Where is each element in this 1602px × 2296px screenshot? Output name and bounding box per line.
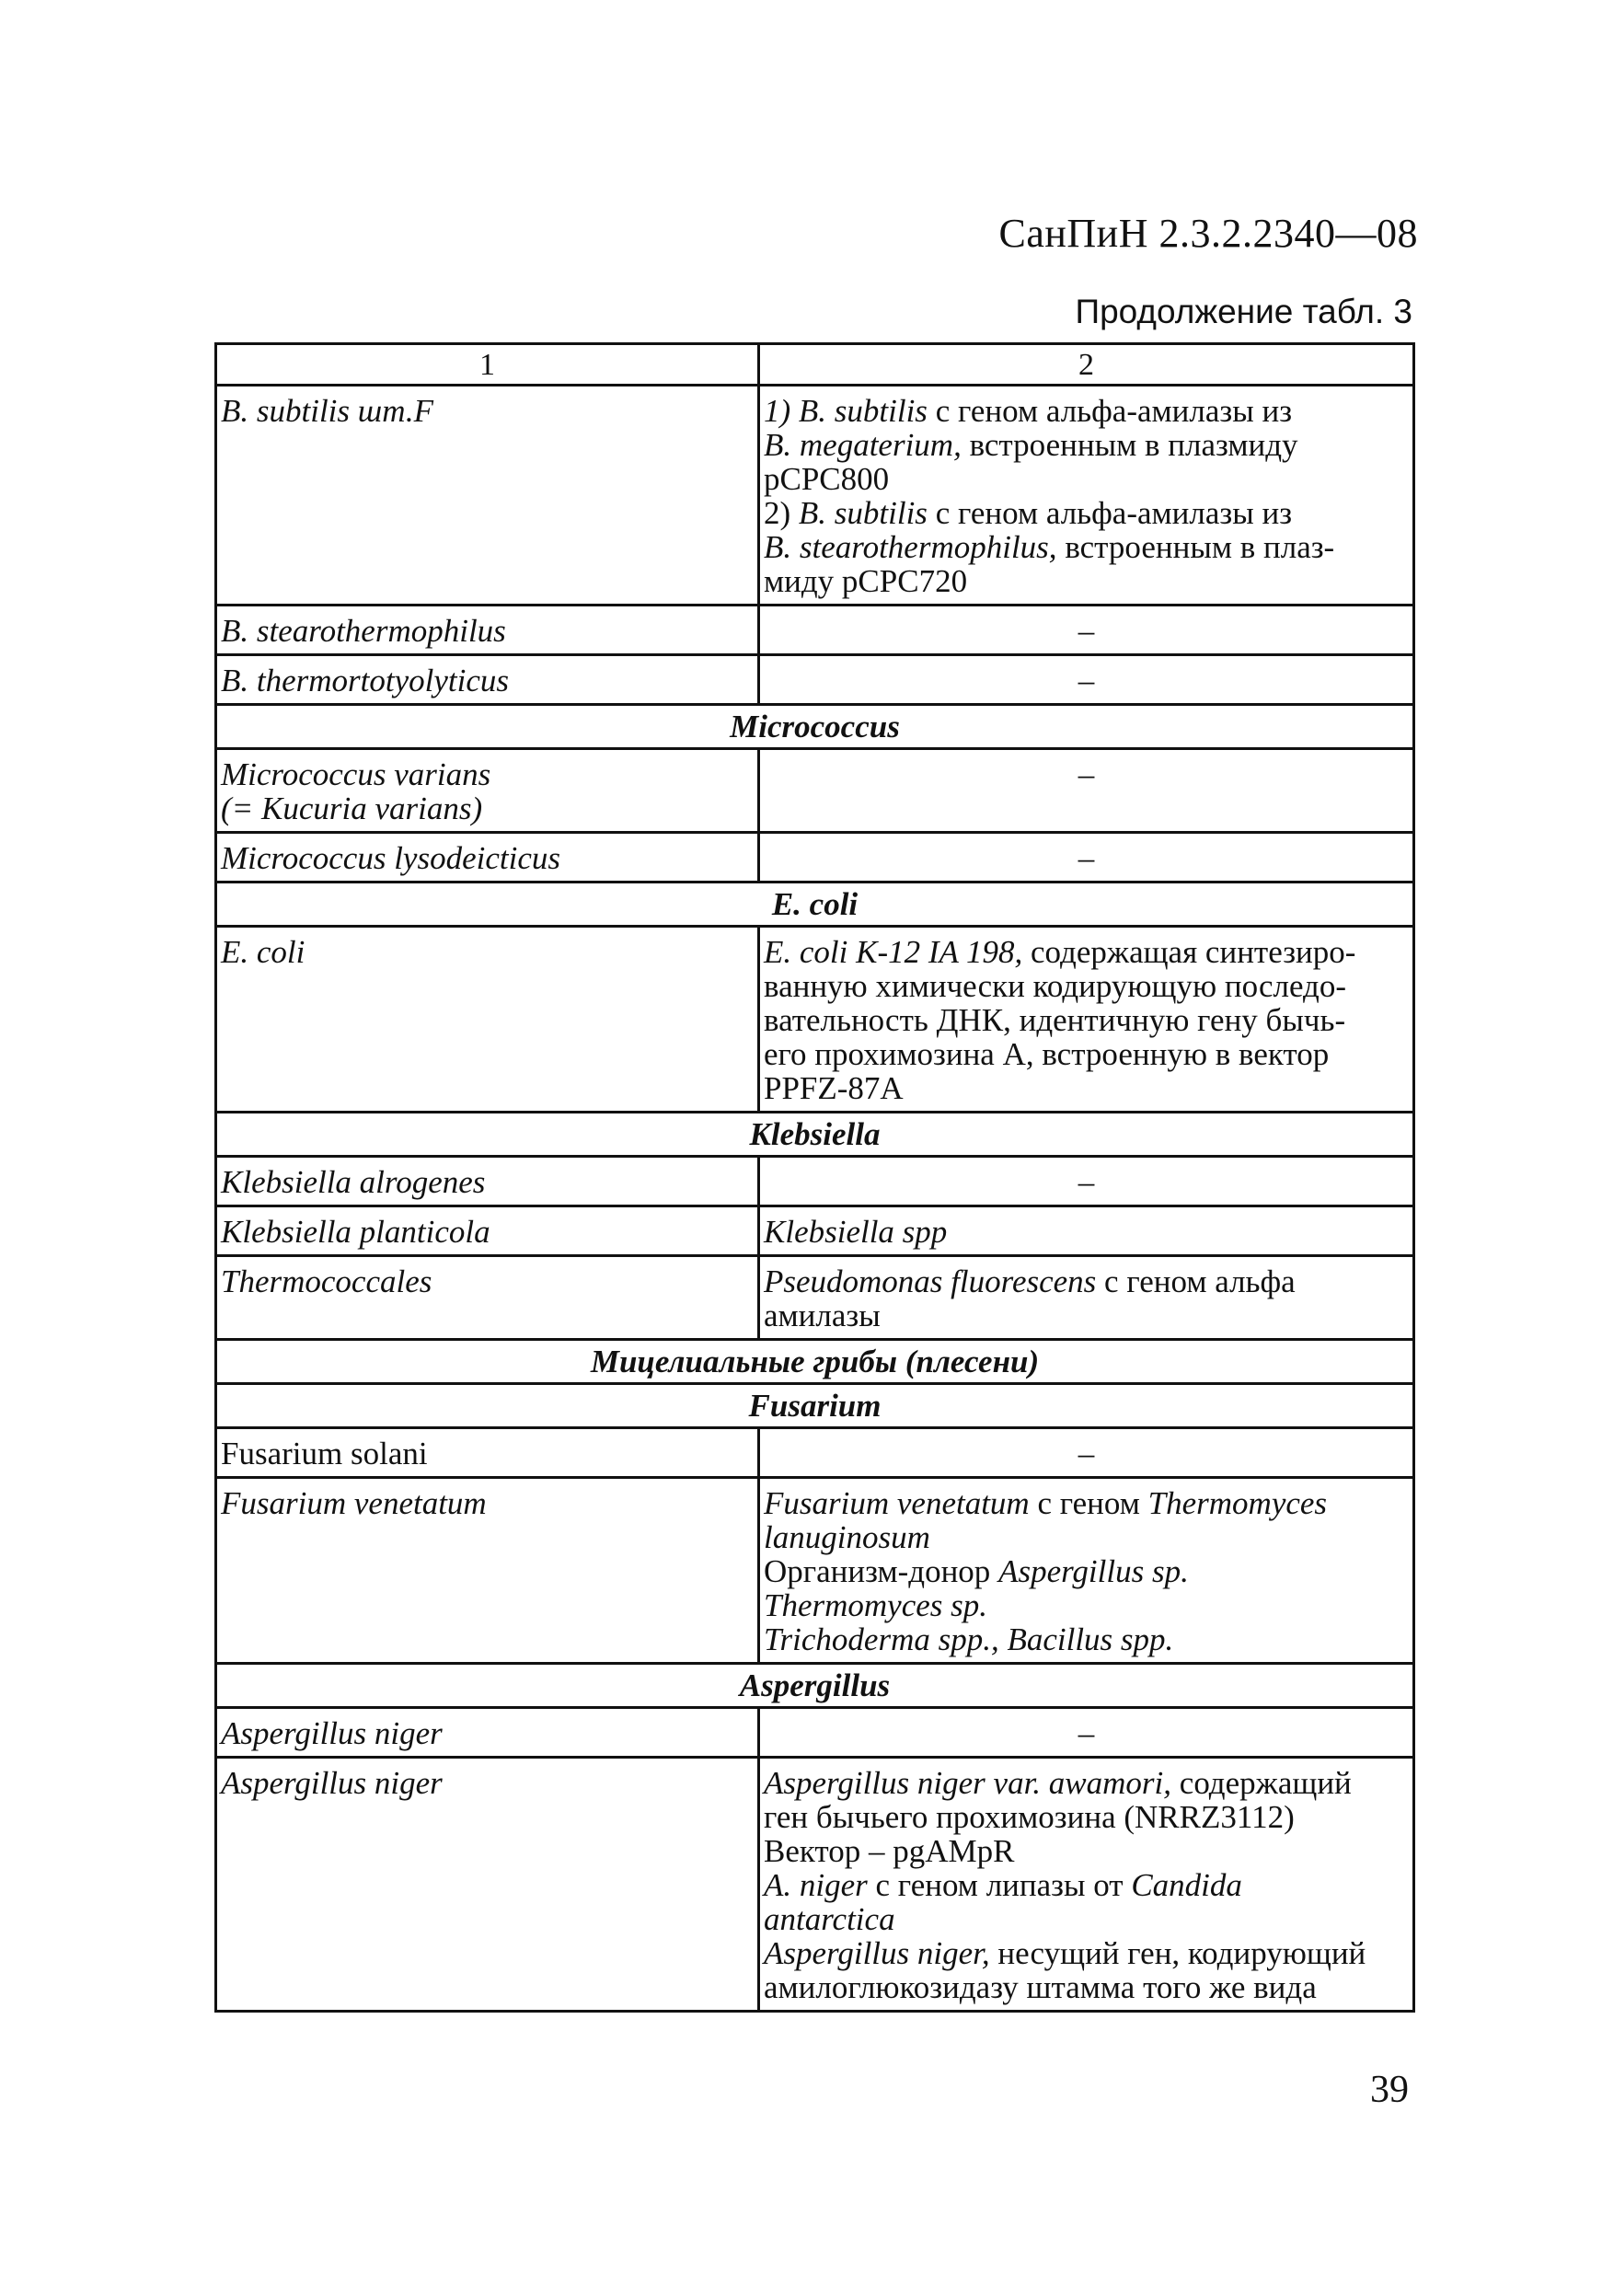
description-line xyxy=(764,530,1409,564)
strain-description-cell xyxy=(759,1157,1414,1206)
description-line xyxy=(764,1800,1409,1834)
organism-name-cell xyxy=(216,1157,759,1206)
organism-name-cell xyxy=(216,1206,759,1256)
table-body xyxy=(216,386,1414,2012)
description-segment: встроенным в плаз- xyxy=(1056,529,1335,565)
description-line xyxy=(764,1970,1409,2004)
description-segment: его прохимозина А, встроенную в вектор xyxy=(764,1036,1330,1072)
section-heading: Klebsiella xyxy=(216,1113,1414,1157)
strain-description-cell xyxy=(759,1478,1414,1664)
strain-description-cell xyxy=(759,606,1414,655)
organism-name-line: Micrococcus varians xyxy=(221,756,491,792)
description-segment: с геном xyxy=(1029,1485,1148,1521)
section-heading: Мицелиальные грибы (плесени) xyxy=(216,1340,1414,1384)
empty-dash: – xyxy=(1078,613,1095,649)
organism-name-line: (= Kucuria varians) xyxy=(221,790,483,826)
organism-name-cell xyxy=(216,1256,759,1340)
section-row xyxy=(216,1664,1414,1708)
section-row xyxy=(216,1384,1414,1428)
description-segment: 2) xyxy=(764,495,799,531)
description-segment: ген бычьего прохимозина (NRRZ3112) xyxy=(764,1799,1295,1835)
column-1-header: 1 xyxy=(216,344,759,386)
page-number: 39 xyxy=(1370,2069,1409,2111)
strain-description-cell xyxy=(759,927,1414,1113)
strain-description-cell xyxy=(759,1758,1414,2012)
organism-name: B. stearothermophilus xyxy=(221,613,506,649)
description-line xyxy=(764,1264,1409,1298)
table-row xyxy=(216,1256,1414,1340)
description-segment: амилоглюкозидазу штамма того же вида xyxy=(764,1969,1317,2005)
empty-dash: – xyxy=(1078,663,1095,698)
description-segment: Aspergillus sp. xyxy=(998,1553,1189,1589)
organism-name: Klebsiella alrogenes xyxy=(221,1164,486,1200)
organism-name-cell xyxy=(216,1478,759,1664)
organism-name-cell xyxy=(216,655,759,705)
organism-name-cell xyxy=(216,927,759,1113)
strain-description-cell xyxy=(759,655,1414,705)
description-segment: A. niger xyxy=(764,1867,868,1903)
organism-name: B. subtilis шт.F xyxy=(221,393,434,429)
section-row xyxy=(216,1340,1414,1384)
section-heading: Aspergillus xyxy=(216,1664,1414,1708)
description-segment: встроенным в плазмиду xyxy=(961,427,1298,463)
empty-dash: – xyxy=(1078,1164,1095,1200)
strain-description-cell xyxy=(759,1256,1414,1340)
description-segment: ванную химически кодирующую последо- xyxy=(764,968,1347,1004)
description-segment: B. subtilis xyxy=(798,495,928,531)
description-segment: с геном липазы от xyxy=(867,1867,1132,1903)
description-line xyxy=(764,1037,1409,1071)
description-segment: B. stearothermophilus, xyxy=(764,529,1057,565)
description-segment: antarctica xyxy=(764,1901,895,1937)
description-segment: lanuginosum xyxy=(764,1519,930,1555)
organism-table xyxy=(214,342,1415,2013)
description-segment: Fusarium venetatum xyxy=(764,1485,1030,1521)
table-row xyxy=(216,1206,1414,1256)
description-line xyxy=(764,969,1409,1003)
description-segment: Trichoderma spp., Bacillus spp. xyxy=(764,1621,1174,1657)
description-line xyxy=(764,1588,1409,1622)
description-segment: миду pCPC720 xyxy=(764,563,968,599)
description-segment: Candida xyxy=(1131,1867,1242,1903)
description-line xyxy=(764,1766,1409,1800)
description-line xyxy=(764,1868,1409,1902)
description-segment: несущий ген, кодирующий xyxy=(989,1935,1366,1971)
description-line xyxy=(764,1071,1409,1105)
table-row xyxy=(216,386,1414,606)
organism-name: Fusarium venetatum xyxy=(221,1485,487,1521)
description-segment: Thermomyces xyxy=(1147,1485,1328,1521)
organism-name-cell xyxy=(216,606,759,655)
organism-name: Fusarium solani xyxy=(221,1436,428,1471)
organism-name: Aspergillus niger xyxy=(221,1715,443,1751)
description-segment: E. coli K-12 IA 198, xyxy=(764,934,1023,970)
description-segment: с геном альфа-амилазы из xyxy=(927,393,1293,429)
organism-name: Klebsiella planticola xyxy=(221,1214,490,1250)
description-segment: B. megaterium, xyxy=(764,427,962,463)
section-heading: Micrococcus xyxy=(216,705,1414,749)
description-line xyxy=(764,1215,1409,1249)
description-segment: Организм-донор xyxy=(764,1553,999,1589)
organism-name-cell xyxy=(216,386,759,606)
strain-description-cell xyxy=(759,1428,1414,1478)
organism-name: Aspergillus niger xyxy=(221,1765,443,1801)
strain-description-cell xyxy=(759,833,1414,883)
table-row xyxy=(216,1708,1414,1758)
description-segment: 1) B. subtilis xyxy=(764,393,928,429)
table-row xyxy=(216,1478,1414,1664)
description-line xyxy=(764,564,1409,598)
section-row xyxy=(216,705,1414,749)
empty-dash: – xyxy=(1078,1715,1095,1751)
description-line xyxy=(764,428,1409,462)
organism-name-cell xyxy=(216,1428,759,1478)
strain-description-cell xyxy=(759,749,1414,833)
table-caption: Продолжение табл. 3 xyxy=(1075,293,1412,330)
description-line xyxy=(764,1298,1409,1333)
table-row xyxy=(216,927,1414,1113)
strain-description-cell xyxy=(759,1206,1414,1256)
description-line xyxy=(764,1520,1409,1554)
description-segment: содержащая синтезиро- xyxy=(1022,934,1356,970)
section-row xyxy=(216,1113,1414,1157)
description-line xyxy=(764,1936,1409,1970)
table-row xyxy=(216,606,1414,655)
description-segment: вательность ДНК, идентичную гену бычь- xyxy=(764,1002,1346,1038)
description-segment: pCPC800 xyxy=(764,461,890,497)
organism-name: Micrococcus lysodeicticus xyxy=(221,840,560,876)
table-row xyxy=(216,1758,1414,2012)
description-line xyxy=(764,496,1409,530)
description-line xyxy=(764,1622,1409,1656)
description-segment: содержащий xyxy=(1171,1765,1352,1801)
empty-dash: – xyxy=(1078,1436,1095,1471)
organism-name: Thermococcales xyxy=(221,1263,432,1299)
description-line xyxy=(764,1554,1409,1588)
table-row xyxy=(216,833,1414,883)
organism-name-cell xyxy=(216,749,759,833)
description-segment: PPFZ-87A xyxy=(764,1070,904,1106)
description-segment: Aspergillus niger, xyxy=(764,1935,990,1971)
description-line xyxy=(764,1003,1409,1037)
organism-name: B. thermortotyolyticus xyxy=(221,663,510,698)
description-line xyxy=(764,935,1409,969)
description-segment: Pseudomonas fluorescens xyxy=(764,1263,1097,1299)
table-row xyxy=(216,749,1414,833)
organism-name: E. coli xyxy=(221,934,305,970)
strain-description-cell xyxy=(759,386,1414,606)
empty-dash: – xyxy=(1078,756,1095,792)
table-row xyxy=(216,1428,1414,1478)
description-line xyxy=(764,1834,1409,1868)
description-line xyxy=(764,1486,1409,1520)
table-header-row xyxy=(216,344,1414,386)
description-segment: с геном альфа xyxy=(1096,1263,1296,1299)
strain-description-cell xyxy=(759,1708,1414,1758)
description-segment: Klebsiella spp xyxy=(764,1214,948,1250)
description-segment: Thermomyces sp. xyxy=(764,1587,988,1623)
description-line xyxy=(764,462,1409,496)
organism-name-cell xyxy=(216,833,759,883)
section-row xyxy=(216,883,1414,927)
section-heading: E. coli xyxy=(216,883,1414,927)
description-line xyxy=(764,1902,1409,1936)
table-row xyxy=(216,655,1414,705)
description-segment: Вектор – pgAMpR xyxy=(764,1833,1015,1869)
description-segment: амилазы xyxy=(764,1298,881,1333)
description-segment: с геном альфа-амилазы из xyxy=(927,495,1293,531)
column-2-header: 2 xyxy=(759,344,1414,386)
organism-name-cell xyxy=(216,1758,759,2012)
empty-dash: – xyxy=(1078,840,1095,876)
section-heading: Fusarium xyxy=(216,1384,1414,1428)
description-line xyxy=(764,394,1409,428)
description-segment: Aspergillus niger var. awamori, xyxy=(764,1765,1172,1801)
document-code: СанПиН 2.3.2.2340—08 xyxy=(998,211,1418,256)
organism-name-cell xyxy=(216,1708,759,1758)
table-row xyxy=(216,1157,1414,1206)
